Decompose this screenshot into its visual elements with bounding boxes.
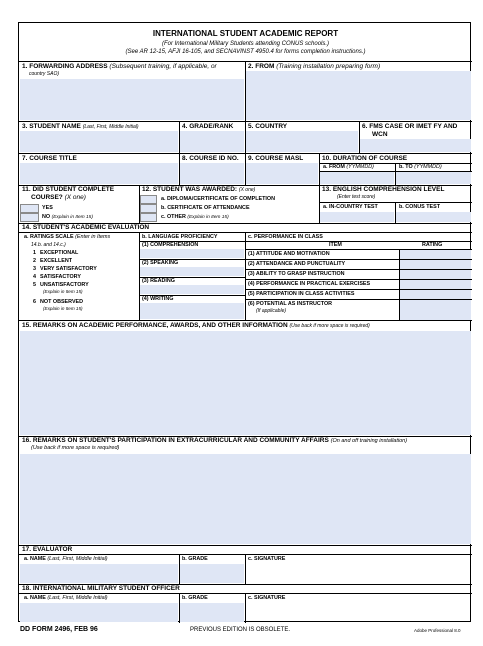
fms-case-field[interactable] xyxy=(360,139,471,152)
rating-scale-item: 3 VERY SATISFACTORY xyxy=(33,266,97,272)
previous-edition-note: PREVIOUS EDITION IS OBSOLETE. xyxy=(190,627,291,633)
language-rating-field[interactable] xyxy=(140,267,244,276)
ecl-in-country-field[interactable] xyxy=(320,212,394,222)
performance-rating-field[interactable] xyxy=(400,260,471,269)
academic-evaluation-label: 14. STUDENT'S ACADEMIC EVALUATION xyxy=(22,224,150,231)
language-item-label: (2) SPEAKING xyxy=(142,260,179,266)
evaluator-signature-label: c. SIGNATURE xyxy=(248,556,286,562)
ratings-scale-label: a. RATINGS SCALE (Enter in Items xyxy=(24,234,111,240)
completed-no-checkbox[interactable] xyxy=(20,213,39,222)
rating-scale-item: 6 NOT OBSERVED xyxy=(33,299,84,305)
imso-label: 18. INTERNATIONAL MILITARY STUDENT OFFICER xyxy=(22,585,180,592)
rating-scale-item: 1 EXCEPTIONAL xyxy=(33,250,79,256)
student-name-label: 3. STUDENT NAME (Last, First, Middle Initial) xyxy=(22,123,139,130)
no-label: NO (Explain in Item 15) xyxy=(42,214,93,220)
rating-scale-item: 5 UNSATISFACTORY xyxy=(33,282,89,288)
ecl-in-country-label: a. IN-COUNTRY TEST xyxy=(323,204,378,210)
ratings-scale-hint: 14.b. and 14.c.) xyxy=(31,242,66,248)
performance-item-label: (6) POTENTIAL AS INSTRUCTOR xyxy=(248,301,333,307)
remarks-extracurricular-field[interactable] xyxy=(20,454,471,544)
rating-scale-item: 2 EXCELLENT xyxy=(33,258,73,264)
divider xyxy=(245,593,246,623)
course-title-label: 7. COURSE TITLE xyxy=(22,155,77,162)
performance-item-label: (2) ATTENDANCE AND PUNCTUALITY xyxy=(248,261,346,267)
performance-item-label: (1) ATTITUDE AND MOTIVATION xyxy=(248,251,330,257)
imso-name-field[interactable] xyxy=(20,603,178,622)
from-field[interactable] xyxy=(246,71,471,120)
fms-case-label-2: WCN xyxy=(372,131,388,138)
performance-rating-field[interactable] xyxy=(400,290,471,299)
performance-item-label: (4) PERFORMANCE IN PRACTICAL EXERCISES xyxy=(248,281,371,287)
evaluator-name-label: a. NAME (Last, First, Middle Initial) xyxy=(24,556,108,562)
course-id-field[interactable] xyxy=(180,163,244,184)
language-item-label: (4) WRITING xyxy=(142,296,174,302)
language-rating-field[interactable] xyxy=(140,249,244,258)
duration-from-field[interactable] xyxy=(320,172,394,184)
academic-report-form xyxy=(18,22,471,622)
imso-grade-field[interactable] xyxy=(180,603,244,622)
course-title-field[interactable] xyxy=(20,163,178,184)
forwarding-address-label: 1. FORWARDING ADDRESS (Subsequent training, if applicable, or xyxy=(22,63,217,70)
country-field[interactable] xyxy=(246,131,358,152)
award-a-checkbox[interactable] xyxy=(140,195,157,204)
rating-scale-hint: (Explain in Item 15) xyxy=(43,306,83,311)
evaluator-name-field[interactable] xyxy=(20,564,178,583)
duration-label: 10. DURATION OF COURSE xyxy=(322,155,408,162)
ecl-conus-label: b. CONUS TEST xyxy=(399,204,441,210)
performance-rating-field[interactable] xyxy=(400,250,471,259)
language-item-label: (3) READING xyxy=(142,278,175,284)
course-id-label: 8. COURSE ID NO. xyxy=(182,155,239,162)
item-header: ITEM xyxy=(329,242,342,248)
forwarding-address-hint: country SAO) xyxy=(29,71,60,77)
language-proficiency-label: b. LANGUAGE PROFICIENCY xyxy=(142,234,218,240)
remarks-academic-field[interactable] xyxy=(20,331,471,435)
form-instructions: (See AR 12-15, AFJI 16-105, and SECNAVINST 4950.4 for forms completion instructions.) xyxy=(125,49,366,55)
student-name-field[interactable] xyxy=(20,131,178,152)
performance-item-label: (3) ABILITY TO GRASP INSTRUCTION xyxy=(248,271,345,277)
remarks-extracurricular-label: 16. REMARKS ON STUDENT'S PARTICIPATION IN EXTRACURRICULAR AND COMMUNITY AFFAIRS (On and off training installation) xyxy=(22,437,408,444)
duration-to-field[interactable] xyxy=(396,172,471,184)
rating-scale-item: 4 SATISFACTORY xyxy=(33,274,81,280)
remarks-academic-label: 15. REMARKS ON ACADEMIC PERFORMANCE, AWARDS, AND OTHER INFORMATION (Use back if more space is required) xyxy=(22,322,370,329)
evaluator-grade-label: b. GRADE xyxy=(182,556,208,562)
divider xyxy=(19,320,472,321)
imso-grade-label: b. GRADE xyxy=(182,595,208,601)
country-label: 5. COUNTRY xyxy=(248,123,288,130)
performance-rating-field[interactable] xyxy=(400,270,471,279)
imso-signature-label: c. SIGNATURE xyxy=(248,595,286,601)
yes-label: YES xyxy=(42,205,53,211)
form-id: DD FORM 2496, FEB 96 xyxy=(20,626,98,633)
grade-rank-label: 4. GRADE/RANK xyxy=(182,123,234,130)
award-b-label: b. CERTIFICATE OF ATTENDANCE xyxy=(161,205,250,211)
form-title: INTERNATIONAL STUDENT ACADEMIC REPORT xyxy=(152,29,339,38)
evaluator-grade-field[interactable] xyxy=(180,564,244,583)
fms-case-label: 6. FMS CASE OR IMET FY AND xyxy=(362,123,458,130)
ecl-conus-field[interactable] xyxy=(396,212,471,222)
performance-rating-field[interactable] xyxy=(400,300,471,320)
rating-scale-hint: (Explain in Item 15) xyxy=(43,289,83,294)
rating-header: RATING xyxy=(422,242,443,248)
divider xyxy=(19,545,472,546)
performance-item-label: (5) PARTICIPATION IN CLASS ACTIVITIES xyxy=(248,291,355,297)
completed-label-2: COURSE? (X one) xyxy=(31,194,86,201)
form-subtitle: (For International Military Students attending CONUS schools.) xyxy=(161,41,330,47)
duration-to-label: b. TO (YYMMDD) xyxy=(399,164,442,170)
divider xyxy=(245,554,246,584)
completed-yes-checkbox[interactable] xyxy=(20,204,39,213)
evaluator-label: 17. EVALUATOR xyxy=(22,546,73,553)
ecl-hint: (Enter test score) xyxy=(337,194,376,200)
course-masl-field[interactable] xyxy=(246,163,318,184)
award-b-checkbox[interactable] xyxy=(140,204,157,213)
award-a-label: a. DIPLOMA/CERTIFICATE OF COMPLETION xyxy=(161,196,276,202)
performance-label: c. PERFORMANCE IN CLASS xyxy=(248,234,323,240)
completed-label: 11. DID STUDENT COMPLETE xyxy=(22,186,115,193)
forwarding-address-field[interactable] xyxy=(20,79,244,120)
software-note: Adobe Professional 8.0 xyxy=(414,628,461,633)
duration-from-label: a. FROM (YYMMDD) xyxy=(323,164,374,170)
ecl-label: 13. ENGLISH COMPREHENSION LEVEL xyxy=(322,186,445,193)
divider xyxy=(245,232,246,320)
remarks-extracurricular-hint: (Use back if more space is required) xyxy=(31,445,120,451)
language-rating-field[interactable] xyxy=(140,303,244,319)
grade-rank-field[interactable] xyxy=(180,131,244,152)
imso-name-label: a. NAME (Last, First, Middle Initial) xyxy=(24,595,108,601)
performance-rating-field[interactable] xyxy=(400,280,471,289)
award-c-checkbox[interactable] xyxy=(140,213,157,222)
from-label: 2. FROM (Training installation preparing form) xyxy=(248,63,381,70)
course-masl-label: 9. COURSE MASL xyxy=(248,155,304,162)
potential-hint: (If applicable) xyxy=(256,308,287,314)
language-item-label: (1) COMPREHENSION xyxy=(142,242,199,248)
awarded-label: 12. STUDENT WAS AWARDED: (X one) xyxy=(142,186,256,193)
award-c-label: c. OTHER (Explain in Item 15) xyxy=(161,214,229,220)
language-rating-field[interactable] xyxy=(140,285,244,294)
divider xyxy=(19,153,472,154)
